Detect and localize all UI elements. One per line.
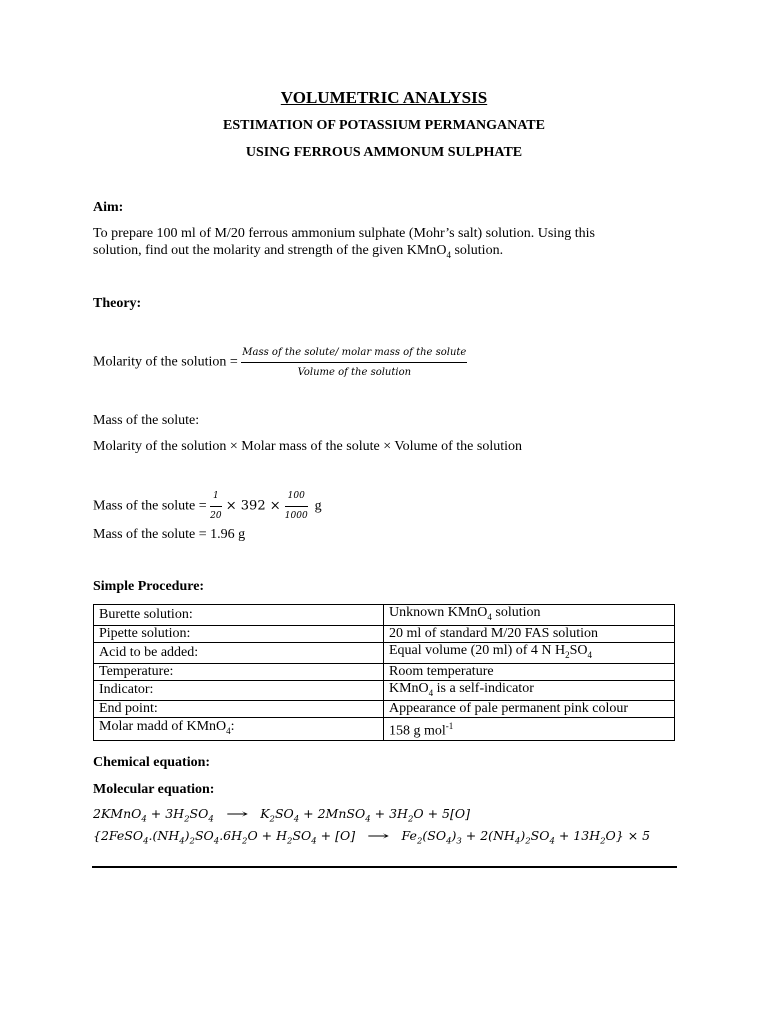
- molecular-equation-heading: Molecular equation:: [93, 782, 215, 797]
- procedure-heading: Simple Procedure:: [93, 579, 205, 594]
- subtitle-2: USING FERROUS AMMONUM SULPHATE: [245, 145, 523, 160]
- aim-heading: Aim:: [93, 200, 124, 215]
- table-row: Molar madd of KMnO$_4$: 158 g mol$^{-1}$: [94, 718, 675, 741]
- mass-heading: Mass of the solute:: [93, 413, 200, 428]
- procedure-table: [93, 604, 675, 741]
- table-row: End point: Appearance of pale permanent pink colour: [94, 701, 675, 718]
- horizontal-rule: [92, 866, 677, 868]
- mass-formula: Molarity of the solution × Molar mass of the solute × Volume of the solution: [93, 439, 523, 454]
- molarity-numerator: Mass of the solute/ molar mass of the solute: [241, 344, 467, 363]
- equation-1: 2KMnO$_4$ + $3H_2SO_4 \to K_2SO_4$ + 2MnSO$_4$ + $3H_2O + 5[O]$: [93, 806, 470, 825]
- table-row: Indicator: KMnO$_4$ is a self-indicator: [94, 680, 675, 701]
- table-row: Pipette solution: 20 ml of standard M/20 FAS solution: [94, 625, 675, 642]
- molarity-denominator: Volume of the solution: [297, 367, 412, 378]
- mass-calculation: Mass of the solute = $\frac{1}{20}$ × 392 × $\frac{100}{1000}$ g: [93, 488, 322, 525]
- table-row: Burette solution: Unknown KMnO$_4$ solution: [94, 605, 675, 626]
- mass-result: Mass of the solute = 1.96 g: [93, 527, 246, 542]
- aim-line-1: To prepare 100 ml of M/20 ferrous ammonium sulphate (Mohr’s salt) solution. Using this: [93, 226, 595, 241]
- page-title: VOLUMETRIC ANALYSIS: [280, 88, 488, 107]
- theory-heading: Theory:: [93, 296, 142, 311]
- molarity-formula: Molarity of the solution = $\frac{\text{Mass of the solute/ molar mass of the solute}}{\text{Volume of the solution}}$: [93, 344, 467, 381]
- table-row: Temperature: Room temperature: [94, 663, 675, 680]
- equation-2: $\{2FeSO_4.(NH_4)_2SO_4.6H_2O + H_2SO_4 + [O] \to Fe_2(SO_4)_3 + 2(NH_4)_2SO_4 + 13H_2O\} \times 5$: [93, 828, 651, 847]
- subtitle-1: ESTIMATION OF POTASSIUM PERMANGANATE: [223, 118, 545, 133]
- chemical-equation-heading: Chemical equation:: [93, 755, 211, 770]
- table-row: Acid to be added: Equal volume (20 ml) of 4 N $H_2SO_4$: [94, 642, 675, 663]
- aim-line-2: solution, find out the molarity and strength of the given KMnO$_4$ solution.: [93, 243, 504, 260]
